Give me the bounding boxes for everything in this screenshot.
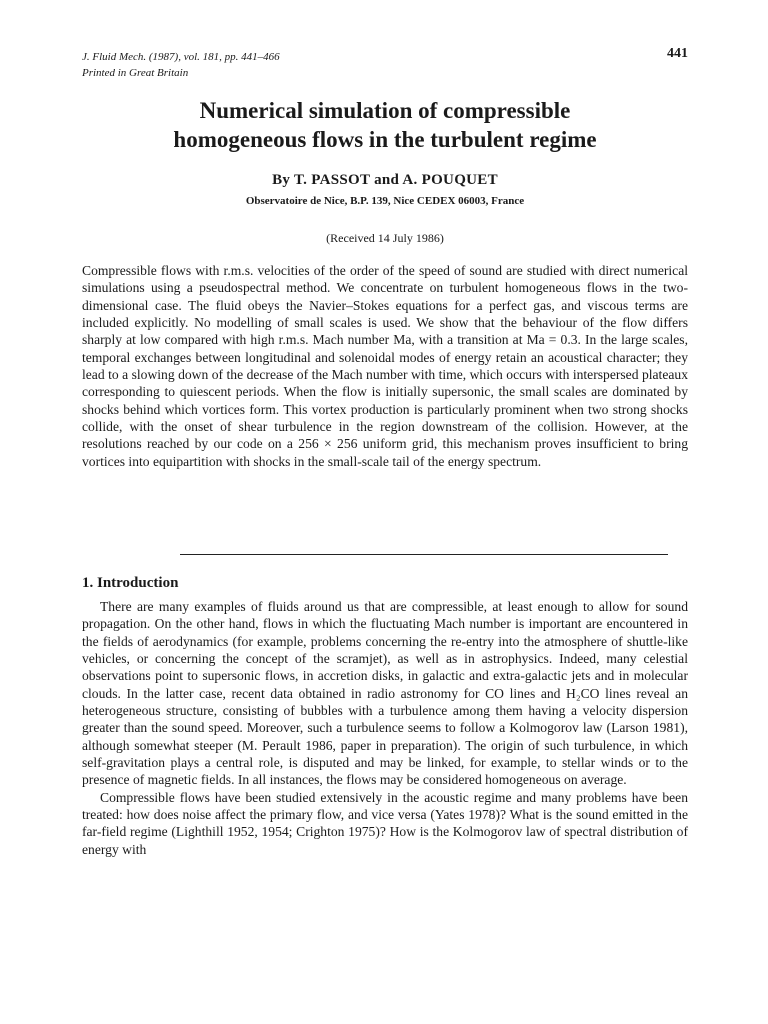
paper-title: [82, 96, 688, 154]
authors: By T. PASSOT and A. POUQUET: [272, 172, 498, 188]
received-date: (Received 14 July 1986): [326, 231, 444, 245]
paragraph: There are many examples of fluids around us that are compressible, at least enough to allow for sound propagation. On the other hand, flows in which the fluctuating Mach number is important are encountered in the fields of aerodynamics (for example, problems concerning the re-entry into the atmosphere of shuttle-like vehicles, or concerning the concept of the scramjet), as well as in astrophysics. Indeed, many celestial observations point to supersonic flows, in accretion disks, in galactic and extra-galactic jets and in molecular clouds. In the latter case, recent data obtained in radio astronomy for CO lines and H₂CO lines reveal an heterogeneous structure, consisting of bubbles with a turbulence among them having a velocity dispersion greater than the sound speed. Moreover, such a turbulence seems to follow a Kolmogorov law (Larson 1981), although somewhat steeper (M. Perault 1986, paper in preparation). The origin of such turbulence, in which self-gravitation plays a central role, is disputed and may be linked, for example, to stellar winds or to the presence of magnetic fields. In all instances, the flows may be considered homogeneous on average.: [82, 599, 688, 788]
section-body: [82, 598, 688, 858]
paragraph: Compressible flows have been studied extensively in the acoustic regime and many problems have been treated: how does noise affect the primary flow, and vice versa (Yates 1978)? What is the sound emitted in the far-field regime (Lighthill 1952, 1954; Crighton 1975)? How is the Kolmogorov law of spectral distribution of energy with: [82, 789, 688, 857]
printed-note: Printed in Great Britain: [82, 67, 189, 79]
affiliation: Observatoire de Nice, B.P. 139, Nice CEDEX 06003, France: [245, 195, 525, 207]
journal-reference: J. Fluid Mech. (1987), vol. 181, pp. 441–466: [82, 51, 280, 63]
title-line-2: homogeneous flows in the turbulent regime: [173, 127, 597, 152]
abstract: Compressible flows with r.m.s. velocities of the order of the speed of sound are studied with direct numerical simulations using a pseudospectral method. We concentrate on turbulent homogeneous flows in the two-dimensional case. The fluid obeys the Navier–Stokes equations for a perfect gas, and viscous terms are included explicitly. No modelling of small scales is used. We show that the behaviour of the flow differs sharply at low compared with high r.m.s. Mach number Ma, with a transition at Ma = 0.3. In the large scales, temporal exchanges between longitudinal and solenoidal modes of energy retain an acoustical character; they lead to a slowing down of the decrease of the Mach number with time, which occurs with interspersed plateaux corresponding to quiescent periods. When the flow is initially supersonic, the small scales are dominated by shocks behind which vortices form. This vortex production is particularly prominent when two strong shocks collide, with the onset of shear turbulence in the region downstream of the collision. However, at the resolutions reached by our code on a 256 × 256 uniform grid, this mechanism proves insufficient to bring vortices into equipartition with shocks in the small-scale tail of the energy spectrum.: [82, 263, 688, 469]
section-heading: 1. Introduction: [82, 575, 179, 591]
journal-header: [82, 49, 280, 81]
title-line-1: Numerical simulation of compressible: [199, 98, 571, 123]
section-divider: [180, 554, 668, 555]
page-number: 441: [667, 46, 688, 61]
